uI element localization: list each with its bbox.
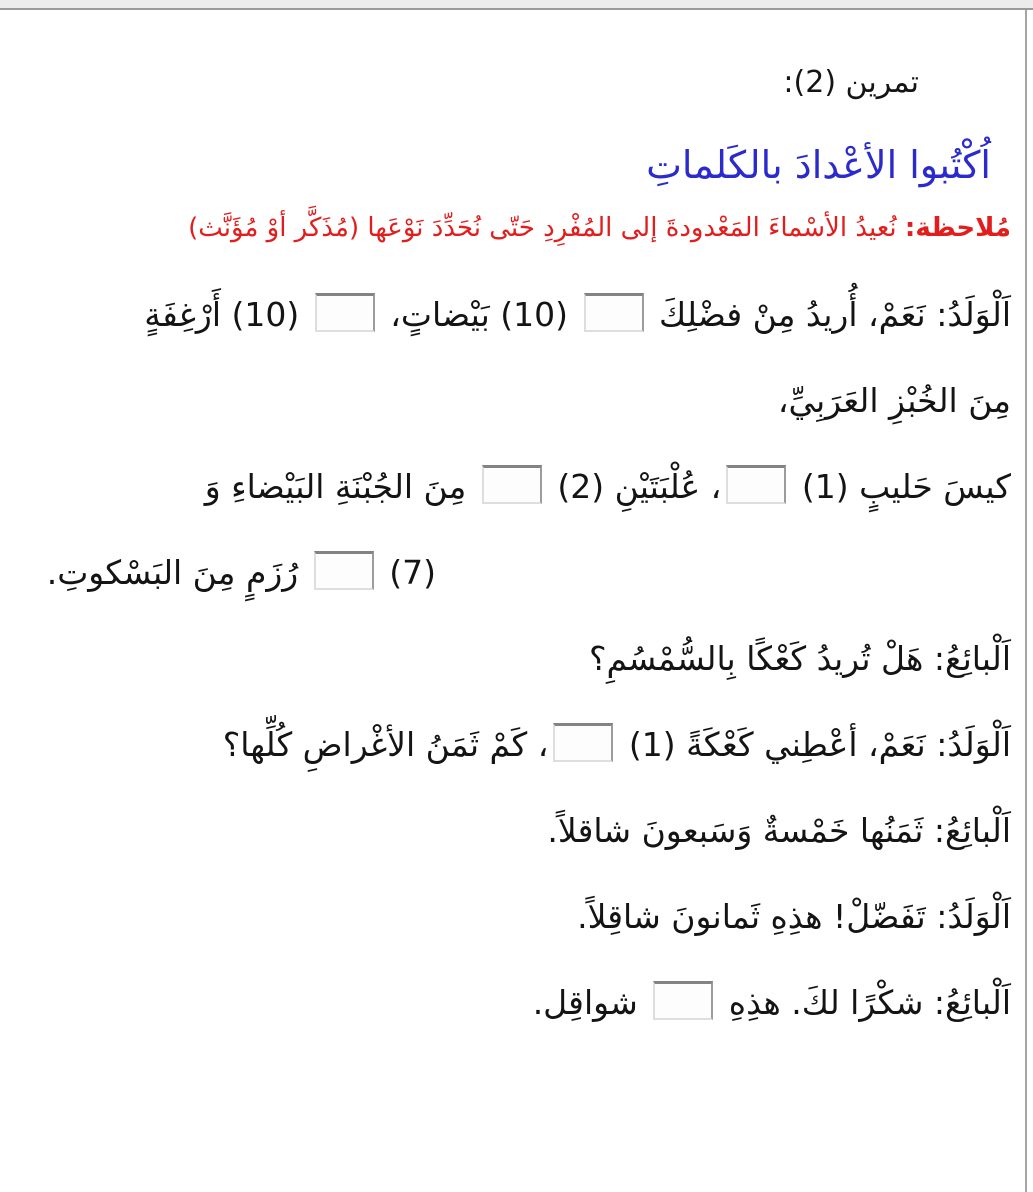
dialog-text: (10) بَيْضاتٍ، bbox=[379, 295, 579, 334]
worksheet-content bbox=[0, 10, 1033, 1046]
dialog-text: كيسَ حَليبٍ (1) bbox=[791, 467, 1011, 506]
dialog-text: اَلْوَلَدُ: تَفَضّلْ! هذِهِ ثَمانونَ شاقِلاً. bbox=[577, 897, 1011, 936]
dialog-text: (7) bbox=[378, 553, 436, 592]
dialog-line-boy-3 bbox=[10, 874, 1011, 960]
dialog-line-boy-1-cont3 bbox=[10, 530, 1011, 616]
dialog-line-seller-3 bbox=[10, 960, 1011, 1046]
answer-blank[interactable] bbox=[314, 551, 374, 590]
instruction-heading: اُكْتُبوا الأعْدادَ بالكَلماتِ bbox=[646, 143, 991, 187]
page-top-edge bbox=[0, 0, 1033, 10]
dialog-text: اَلْبائِعُ: شكْرًا لكَ. هذِهِ bbox=[718, 983, 1011, 1022]
dialog-text: اَلْبائِعُ: ثَمَنُها خَمْسةٌ وَسَبعونَ شاقلاً. bbox=[547, 811, 1011, 850]
dialog-text: (10) أَرْغِفَةٍ bbox=[144, 295, 310, 334]
dialog-text: اَلْبائِعُ: هَلْ تُريدُ كَعْكًا بِالسُّمْسُمِ؟ bbox=[589, 639, 1011, 678]
answer-blank[interactable] bbox=[482, 465, 542, 504]
answer-blank[interactable] bbox=[584, 293, 644, 332]
dialog-section bbox=[10, 272, 1011, 1046]
dialog-line-boy-1-cont2 bbox=[10, 444, 1011, 530]
dialog-text: ، كَمْ ثَمَنُ الأغْراضِ كُلِّها؟ bbox=[222, 725, 549, 764]
dialog-text: مِنَ الخُبْزِ العَرَبِيِّ، bbox=[777, 381, 1011, 420]
dialog-text: اَلْوَلَدُ: نَعَمْ، أعْطِني كَعْكَةً (1) bbox=[618, 725, 1011, 764]
note-line bbox=[10, 202, 1011, 254]
dialog-line-boy-1 bbox=[10, 272, 1011, 358]
note-label: مُلاحظة: bbox=[904, 213, 1011, 243]
dialog-text: رُزَمٍ مِنَ البَسْكوتِ. bbox=[46, 553, 309, 592]
dialog-line-boy-1-cont bbox=[10, 358, 1011, 444]
answer-blank[interactable] bbox=[315, 293, 375, 332]
answer-blank[interactable] bbox=[553, 723, 613, 762]
dialog-text: مِنَ الجُبْنَةِ البَيْضاءِ وَ bbox=[204, 467, 477, 506]
dialog-line-boy-2 bbox=[10, 702, 1011, 788]
dialog-line-seller-2 bbox=[10, 788, 1011, 874]
answer-blank[interactable] bbox=[726, 465, 786, 504]
answer-blank[interactable] bbox=[653, 981, 713, 1020]
exercise-title: تمرين (2): bbox=[783, 65, 919, 100]
dialog-text: شواقِل. bbox=[532, 983, 649, 1022]
dialog-text: ، عُلْبَتَيْنِ (2) bbox=[546, 467, 722, 506]
note-text: نُعيدُ الأسْماءَ المَعْدودةَ إلى المُفْرِدِ حَتّى نُحَدِّدَ نَوْعَها (مُذَكَّر أوْ مُؤَنَّث) bbox=[188, 213, 905, 243]
dialog-line-seller-1 bbox=[10, 616, 1011, 702]
dialog-text: اَلْوَلَدُ: نَعَمْ، أُريدُ مِنْ فضْلِكَ bbox=[648, 295, 1011, 334]
